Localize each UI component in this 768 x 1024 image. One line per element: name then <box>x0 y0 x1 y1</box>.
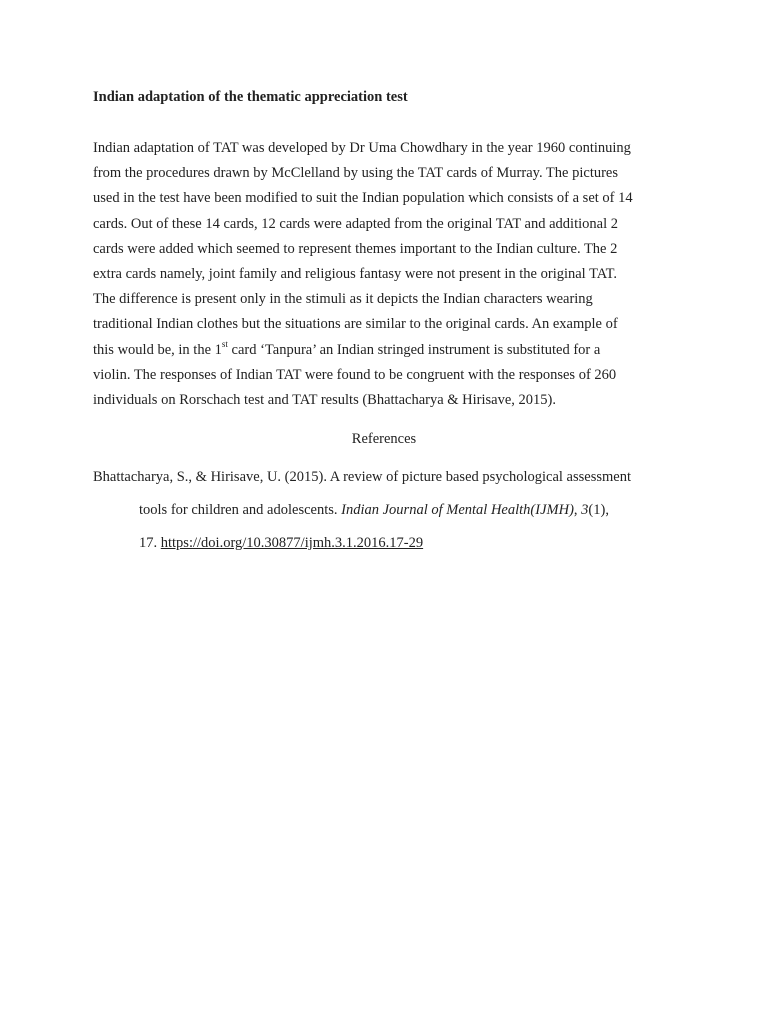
text-fragment: , <box>573 502 582 518</box>
paragraph-line: The difference is present only in the stimuli as it depicts the Indian characters wearing <box>93 291 593 308</box>
journal-title: Indian Journal of Mental Health(IJMH) <box>341 502 574 518</box>
paragraph-line-superscript <box>93 338 683 363</box>
section-heading: Indian adaptation of the thematic appreciation test <box>93 89 408 105</box>
reference-line: Bhattacharya, S., & Hirisave, U. (2015). A review of picture based psychological assessment <box>93 469 631 485</box>
doi-link[interactable]: https://doi.org/10.30877/ijmh.3.1.2016.17-29 <box>160 535 424 551</box>
paragraph-line: used in the test have been modified to suit the Indian population which consists of a set of 14 <box>93 190 633 207</box>
text-fragment: this would be, in the 1 <box>93 341 222 358</box>
body-paragraph <box>93 136 683 413</box>
paragraph-line: traditional Indian clothes but the situations are similar to the original cards. An example of <box>93 316 618 333</box>
text-fragment: card ‘Tanpura’ an Indian stringed instrument is substituted for a <box>227 341 601 358</box>
journal-issue: (1), <box>588 502 609 518</box>
reference-line <box>93 494 693 527</box>
ordinal-superscript: st <box>221 338 228 349</box>
paragraph-line: cards were added which seemed to represent themes important to the Indian culture. The 2 <box>93 240 618 257</box>
paragraph-line: from the procedures drawn by McClelland by using the TAT cards of Murray. The pictures <box>93 165 619 182</box>
paragraph-line: cards. Out of these 14 cards, 12 cards were adapted from the original TAT and additional 2 <box>93 215 618 232</box>
references-title: References <box>351 431 417 447</box>
reference-line <box>93 527 693 560</box>
text-fragment: tools for children and adolescents. <box>139 502 342 518</box>
journal-volume: 3 <box>581 502 589 518</box>
page-number: 17. <box>139 535 161 551</box>
paragraph-line: violin. The responses of Indian TAT were found to be congruent with the responses of 260 <box>93 366 617 383</box>
paragraph-line: individuals on Rorschach test and TAT results (Bhattacharya & Hirisave, 2015). <box>93 392 557 409</box>
paragraph-line: extra cards namely, joint family and religious fantasy were not present in the original TAT. <box>93 266 618 283</box>
paragraph-line: Indian adaptation of TAT was developed by Dr Uma Chowdhary in the year 1960 continuing <box>93 140 631 156</box>
reference-entry <box>93 461 693 560</box>
